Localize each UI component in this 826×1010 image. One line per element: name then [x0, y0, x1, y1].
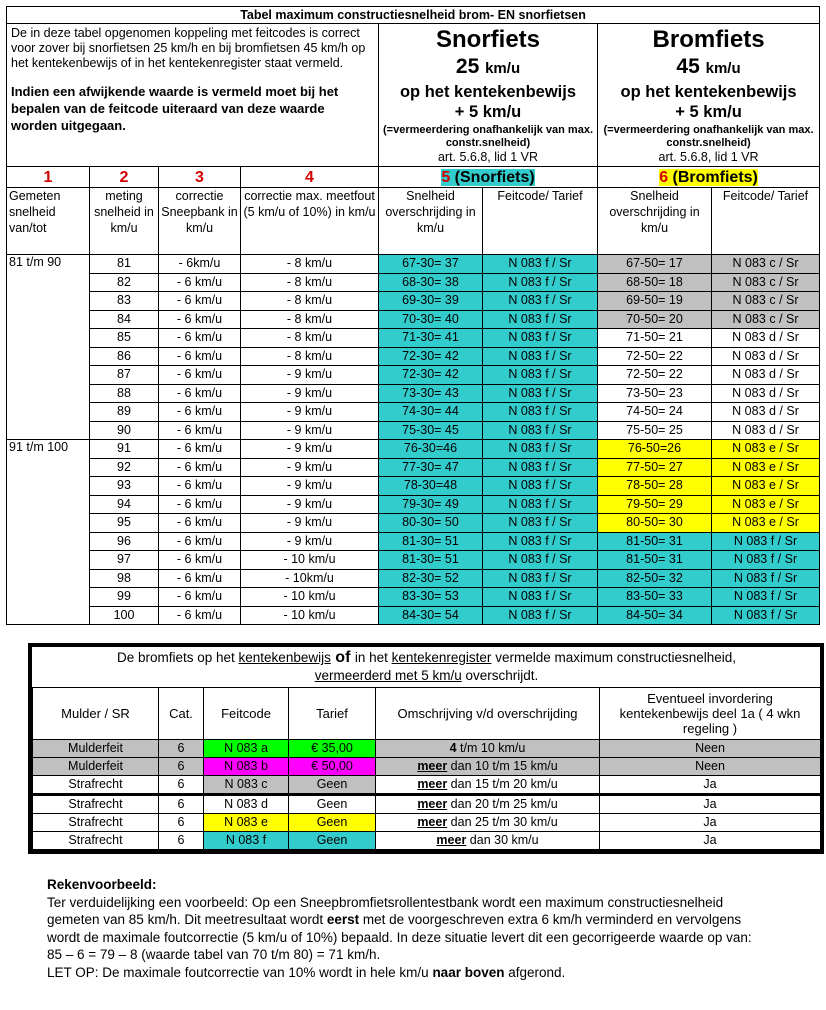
measurement-cell: 86 — [90, 347, 159, 366]
caption-part-f: vermelde maximum constructiesnelheid, — [491, 650, 737, 665]
snor-feitcode-cell: N 083 f / Sr — [483, 403, 598, 422]
measurement-error-cell: - 10km/u — [241, 569, 379, 588]
measurement-error-cell: - 8 km/u — [241, 292, 379, 311]
table-row — [7, 606, 820, 625]
penalty-omschrijving-cell — [376, 758, 600, 776]
bromfiets-name: Bromfiets — [652, 26, 765, 53]
notes-paragraph-1 — [47, 894, 767, 964]
snor-feitcode-cell: N 083 f / Sr — [483, 569, 598, 588]
brom-overspeed-cell: 67-50= 17 — [598, 255, 712, 274]
penalty-row — [33, 776, 821, 795]
penalty-head-feitcode: Feitcode — [204, 688, 289, 740]
table-title: Tabel maximum constructiesnelheid brom- EN snorfietsen — [7, 7, 820, 24]
snor-feitcode-cell: N 083 f / Sr — [483, 329, 598, 348]
measurement-cell: 96 — [90, 532, 159, 551]
notes-paragraph-2 — [47, 964, 767, 982]
omschrijving-lead: meer — [417, 759, 448, 773]
omschrijving-range: dan 30 km/u — [466, 833, 539, 847]
speed-range-group: 91 t/m 100 — [7, 440, 90, 625]
measurement-cell: 92 — [90, 458, 159, 477]
measurement-cell: 94 — [90, 495, 159, 514]
omschrijving-range: t/m 10 km/u — [456, 741, 526, 755]
bromfiets-art: art. 5.6.8, lid 1 VR — [658, 150, 759, 164]
omschrijving-range: dan 10 t/m 15 km/u — [447, 759, 558, 773]
measurement-cell: 98 — [90, 569, 159, 588]
measurement-cell: 90 — [90, 421, 159, 440]
brom-feitcode-cell: N 083 d / Sr — [712, 384, 820, 403]
brom-overspeed-cell: 75-50= 25 — [598, 421, 712, 440]
max-speed-table — [6, 6, 820, 625]
penalty-caption — [33, 647, 821, 688]
notes-p2-text: : De maximale foutcorrectie van 10% wordt in hele km/u — [94, 964, 433, 980]
snor-feitcode-cell: N 083 f / Sr — [483, 440, 598, 459]
brom-overspeed-cell: 82-50= 32 — [598, 569, 712, 588]
table-row — [7, 329, 820, 348]
penalty-type-cell: Strafrecht — [33, 832, 159, 850]
sneepbank-correction-cell: - 6 km/u — [159, 292, 241, 311]
snor-overspeed-cell: 67-30= 37 — [379, 255, 483, 274]
measurement-cell: 89 — [90, 403, 159, 422]
measurement-error-cell: - 8 km/u — [241, 273, 379, 292]
brom-feitcode-cell: N 083 d / Sr — [712, 366, 820, 385]
measurement-cell: 91 — [90, 440, 159, 459]
bromfiets-note: (=vermeerdering onafhankelijk van max. constr.snelheid) — [603, 124, 814, 149]
notes-p1-bold: eerst — [326, 912, 360, 927]
caption-vermeerderd: vermeerderd met 5 km/u — [314, 668, 462, 683]
col-number-6-label: (Bromfiets) — [668, 168, 758, 186]
brom-feitcode-cell: N 083 f / Sr — [712, 551, 820, 570]
col-number-5-digit: 5 — [441, 168, 451, 186]
penalty-feitcode-cell: N 083 c — [204, 776, 289, 795]
penalty-invordering-cell: Ja — [600, 832, 821, 850]
table-row — [7, 551, 820, 570]
snor-overspeed-cell: 70-30= 40 — [379, 310, 483, 329]
brom-overspeed-cell: 70-50= 20 — [598, 310, 712, 329]
table-row — [7, 292, 820, 311]
measurement-cell: 97 — [90, 551, 159, 570]
penalty-type-cell: Strafrecht — [33, 795, 159, 814]
measurement-error-cell: - 9 km/u — [241, 421, 379, 440]
snor-feitcode-cell: N 083 f / Sr — [483, 588, 598, 607]
measurement-error-cell: - 8 km/u — [241, 310, 379, 329]
measurement-error-cell: - 9 km/u — [241, 366, 379, 385]
penalty-omschrijving-cell — [376, 814, 600, 832]
penalty-cat-cell: 6 — [159, 776, 204, 795]
measurement-error-cell: - 9 km/u — [241, 514, 379, 533]
table-row — [7, 588, 820, 607]
table-row — [7, 403, 820, 422]
sneepbank-correction-cell: - 6 km/u — [159, 477, 241, 496]
penalty-cat-cell: 6 — [159, 795, 204, 814]
colhead-measurement: meting snelheid in km/u — [90, 188, 159, 255]
brom-overspeed-cell: 72-50= 22 — [598, 366, 712, 385]
col-number-1: 1 — [7, 167, 90, 188]
sneepbank-correction-cell: - 6 km/u — [159, 495, 241, 514]
table-row — [7, 440, 820, 459]
table-row — [7, 532, 820, 551]
omschrijving-lead: meer — [417, 797, 448, 811]
penalty-invordering-cell: Ja — [600, 795, 821, 814]
brom-feitcode-cell: N 083 f / Sr — [712, 569, 820, 588]
snorfiets-name: Snorfiets — [435, 26, 540, 53]
caption-of: of — [330, 649, 355, 666]
penalty-row — [33, 740, 821, 758]
brom-overspeed-cell: 81-50= 31 — [598, 532, 712, 551]
measurement-cell: 87 — [90, 366, 159, 385]
measurement-cell: 88 — [90, 384, 159, 403]
measurement-cell: 100 — [90, 606, 159, 625]
penalty-type-cell: Strafrecht — [33, 776, 159, 795]
brom-overspeed-cell: 83-50= 33 — [598, 588, 712, 607]
brom-overspeed-cell: 76-50=26 — [598, 440, 712, 459]
penalty-tarief-cell: Geen — [289, 776, 376, 795]
measurement-cell: 83 — [90, 292, 159, 311]
penalty-cat-cell: 6 — [159, 832, 204, 850]
caption-kentekenregister: kentekenregister — [391, 650, 492, 665]
penalty-tarief-cell: Geen — [289, 814, 376, 832]
measurement-error-cell: - 9 km/u — [241, 495, 379, 514]
colhead-measured-speed: Gemeten snelheid van/tot — [7, 188, 90, 255]
brom-feitcode-cell: N 083 e / Sr — [712, 477, 820, 496]
penalty-row — [33, 758, 821, 776]
snor-overspeed-cell: 81-30= 51 — [379, 532, 483, 551]
colhead-brom-overspeed: Snelheid overschrijding in km/u — [598, 188, 712, 255]
brom-feitcode-cell: N 083 d / Sr — [712, 421, 820, 440]
penalty-row — [33, 795, 821, 814]
sneepbank-correction-cell: - 6 km/u — [159, 458, 241, 477]
brom-overspeed-cell: 74-50= 24 — [598, 403, 712, 422]
penalty-row — [33, 832, 821, 850]
caption-part-d: in het — [354, 650, 392, 665]
snor-overspeed-cell: 76-30=46 — [379, 440, 483, 459]
table-row — [7, 310, 820, 329]
snor-overspeed-cell: 84-30= 54 — [379, 606, 483, 625]
caption-part-a: De bromfiets op het — [116, 650, 239, 665]
table-row — [7, 384, 820, 403]
penalty-tarief-cell: Geen — [289, 832, 376, 850]
brom-feitcode-cell: N 083 f / Sr — [712, 588, 820, 607]
penalty-cat-cell: 6 — [159, 740, 204, 758]
snorfiets-unit: km/u — [485, 60, 521, 77]
penalty-feitcode-cell: N 083 a — [204, 740, 289, 758]
snor-overspeed-cell: 75-30= 45 — [379, 421, 483, 440]
colhead-snor-overspeed: Snelheid overschrijding in km/u — [379, 188, 483, 255]
snor-feitcode-cell: N 083 f / Sr — [483, 255, 598, 274]
brom-overspeed-cell: 81-50= 31 — [598, 551, 712, 570]
measurement-error-cell: - 9 km/u — [241, 532, 379, 551]
bromfiets-unit: km/u — [705, 60, 741, 77]
snor-feitcode-cell: N 083 f / Sr — [483, 421, 598, 440]
measurement-error-cell: - 10 km/u — [241, 606, 379, 625]
snor-overspeed-cell: 77-30= 47 — [379, 458, 483, 477]
snor-feitcode-cell: N 083 f / Sr — [483, 532, 598, 551]
intro-bold-text: Indien een afwijkende waarde is vermeld moet bij het bepalen van de feitcode uiteraard van deze waarde worden uitgegaan. — [11, 84, 339, 133]
penalty-type-cell: Mulderfeit — [33, 758, 159, 776]
notes-p2-bold: naar boven — [432, 964, 505, 980]
snor-overspeed-cell: 69-30= 39 — [379, 292, 483, 311]
brom-feitcode-cell: N 083 f / Sr — [712, 606, 820, 625]
table-row — [7, 477, 820, 496]
brom-overspeed-cell: 84-50= 34 — [598, 606, 712, 625]
measurement-error-cell: - 9 km/u — [241, 477, 379, 496]
brom-overspeed-cell: 71-50= 21 — [598, 329, 712, 348]
snorfiets-speed: 25 — [455, 55, 480, 78]
table-row — [7, 421, 820, 440]
omschrijving-range: dan 25 t/m 30 km/u — [447, 815, 558, 829]
brom-feitcode-cell: N 083 c / Sr — [712, 292, 820, 311]
snor-overspeed-cell: 73-30= 43 — [379, 384, 483, 403]
bromfiets-penalty-box — [28, 643, 824, 854]
snor-overspeed-cell: 72-30= 42 — [379, 366, 483, 385]
snor-feitcode-cell: N 083 f / Sr — [483, 273, 598, 292]
table-row — [7, 569, 820, 588]
brom-feitcode-cell: N 083 c / Sr — [712, 310, 820, 329]
measurement-cell: 93 — [90, 477, 159, 496]
snor-overspeed-cell: 82-30= 52 — [379, 569, 483, 588]
intro-text: De in deze tabel opgenomen koppeling met feitcodes is correct voor zover bij snorfietsen 25 km/h en bij bromfietsen 45 km/h op het kentekenbewijs of in het kentekenregister staat vermeld. — [11, 26, 366, 70]
measurement-cell: 95 — [90, 514, 159, 533]
sneepbank-correction-cell: - 6 km/u — [159, 551, 241, 570]
sneepbank-correction-cell: - 6 km/u — [159, 384, 241, 403]
sneepbank-correction-cell: - 6km/u — [159, 255, 241, 274]
brom-feitcode-cell: N 083 e / Sr — [712, 495, 820, 514]
brom-feitcode-cell: N 083 d / Sr — [712, 347, 820, 366]
bromfiets-penalty-table — [32, 647, 821, 850]
penalty-head-omschrijving: Omschrijving v/d overschrijding — [376, 688, 600, 740]
bromfiets-header — [598, 24, 820, 167]
table-row — [7, 495, 820, 514]
brom-feitcode-cell: N 083 e / Sr — [712, 440, 820, 459]
caption-kentekenbewijs: kentekenbewijs — [238, 650, 331, 665]
penalty-omschrijving-cell — [376, 740, 600, 758]
bromfiets-line3: op het kentekenbewijs — [620, 83, 797, 101]
notes-p2-rest: afgerond. — [504, 964, 566, 980]
sneepbank-correction-cell: - 6 km/u — [159, 403, 241, 422]
measurement-error-cell: - 8 km/u — [241, 347, 379, 366]
penalty-cat-cell: 6 — [159, 814, 204, 832]
sneepbank-correction-cell: - 6 km/u — [159, 606, 241, 625]
snor-feitcode-cell: N 083 f / Sr — [483, 458, 598, 477]
snor-overspeed-cell: 78-30=48 — [379, 477, 483, 496]
snor-feitcode-cell: N 083 f / Sr — [483, 310, 598, 329]
brom-overspeed-cell: 78-50= 28 — [598, 477, 712, 496]
omschrijving-lead: meer — [417, 777, 448, 791]
snor-feitcode-cell: N 083 f / Sr — [483, 551, 598, 570]
snor-feitcode-cell: N 083 f / Sr — [483, 292, 598, 311]
caption-part-h: overschrijdt. — [461, 668, 539, 683]
penalty-tarief-cell: Geen — [289, 795, 376, 814]
snor-feitcode-cell: N 083 f / Sr — [483, 495, 598, 514]
sneepbank-correction-cell: - 6 km/u — [159, 310, 241, 329]
penalty-invordering-cell: Neen — [600, 740, 821, 758]
notes-p2-letop: LET OP — [47, 964, 95, 980]
bromfiets-speed: 45 — [676, 55, 700, 78]
table-row — [7, 458, 820, 477]
brom-feitcode-cell: N 083 e / Sr — [712, 458, 820, 477]
penalty-omschrijving-cell — [376, 776, 600, 795]
measurement-error-cell: - 9 km/u — [241, 403, 379, 422]
snorfiets-art: art. 5.6.8, lid 1 VR — [437, 150, 539, 164]
penalty-type-cell: Strafrecht — [33, 814, 159, 832]
omschrijving-range: dan 15 t/m 20 km/u — [447, 777, 558, 791]
measurement-error-cell: - 9 km/u — [241, 440, 379, 459]
bromfiets-speed-line — [602, 54, 815, 82]
brom-feitcode-cell: N 083 e / Sr — [712, 514, 820, 533]
brom-overspeed-cell: 72-50= 22 — [598, 347, 712, 366]
col-number-3: 3 — [159, 167, 241, 188]
omschrijving-lead: meer — [436, 833, 467, 847]
penalty-omschrijving-cell — [376, 832, 600, 850]
measurement-cell: 81 — [90, 255, 159, 274]
omschrijving-lead: meer — [417, 815, 448, 829]
sneepbank-correction-cell: - 6 km/u — [159, 421, 241, 440]
brom-overspeed-cell: 77-50= 27 — [598, 458, 712, 477]
bromfiets-line4: + 5 km/u — [675, 103, 742, 121]
brom-overspeed-cell: 79-50= 29 — [598, 495, 712, 514]
snor-overspeed-cell: 83-30= 53 — [379, 588, 483, 607]
notes-p1-rest: met de voorgeschreven extra 6 km/h verminderd en vervolgens wordt de maximale foutcorrectie (5 km/u of 10%) bepaald. In deze situatie levert dit een gecorrigeerde waarde op van: 85 – 6 = 79 – 8 (waarde tabel van 70 t/m 80) = 71 km/h. — [47, 912, 752, 962]
sneepbank-correction-cell: - 6 km/u — [159, 273, 241, 292]
col-number-4: 4 — [241, 167, 379, 188]
brom-feitcode-cell: N 083 c / Sr — [712, 255, 820, 274]
colhead-snor-feitcode: Feitcode/ Tarief — [483, 188, 598, 255]
snor-overspeed-cell: 74-30= 44 — [379, 403, 483, 422]
measurement-cell: 84 — [90, 310, 159, 329]
snorfiets-line3: op het kentekenbewijs — [399, 83, 577, 101]
measurement-error-cell: - 9 km/u — [241, 384, 379, 403]
col-number-5-label: (Snorfiets) — [450, 168, 535, 186]
col-number-5 — [379, 167, 598, 188]
snor-feitcode-cell: N 083 f / Sr — [483, 384, 598, 403]
measurement-cell: 99 — [90, 588, 159, 607]
sneepbank-correction-cell: - 6 km/u — [159, 569, 241, 588]
snorfiets-speed-line — [383, 54, 593, 82]
penalty-tarief-cell: € 35,00 — [289, 740, 376, 758]
penalty-cat-cell: 6 — [159, 758, 204, 776]
brom-feitcode-cell: N 083 d / Sr — [712, 403, 820, 422]
snor-overspeed-cell: 79-30= 49 — [379, 495, 483, 514]
measurement-error-cell: - 8 km/u — [241, 255, 379, 274]
notes-p1-text: Ter verduidelijking een voorbeeld: Op een Sneepbromfietsrollentestbank wordt een maximum constructiesnelheid gemeten van 85 km/h. Dit meetresultaat wordt — [47, 894, 724, 927]
sneepbank-correction-cell: - 6 km/u — [159, 440, 241, 459]
penalty-feitcode-cell: N 083 e — [204, 814, 289, 832]
penalty-head-mulder-sr: Mulder / SR — [33, 688, 159, 740]
snorfiets-line4: + 5 km/u — [454, 103, 522, 121]
snor-overspeed-cell: 68-30= 38 — [379, 273, 483, 292]
omschrijving-range: dan 20 t/m 25 km/u — [447, 797, 558, 811]
penalty-type-cell: Mulderfeit — [33, 740, 159, 758]
snorfiets-note: (=vermeerdering onafhankelijk van max. constr.snelheid) — [383, 124, 594, 149]
penalty-feitcode-cell: N 083 f — [204, 832, 289, 850]
snor-overspeed-cell: 71-30= 41 — [379, 329, 483, 348]
table-row — [7, 347, 820, 366]
snorfiets-header — [379, 24, 598, 167]
snor-overspeed-cell: 81-30= 51 — [379, 551, 483, 570]
measurement-error-cell: - 8 km/u — [241, 329, 379, 348]
penalty-head-invordering: Eventueel invordering kentekenbewijs deel 1a ( 4 wkn regeling ) — [600, 688, 821, 740]
sneepbank-correction-cell: - 6 km/u — [159, 514, 241, 533]
col-number-2: 2 — [90, 167, 159, 188]
brom-overspeed-cell: 73-50= 23 — [598, 384, 712, 403]
sneepbank-correction-cell: - 6 km/u — [159, 347, 241, 366]
colhead-brom-feitcode: Feitcode/ Tarief — [712, 188, 820, 255]
speed-range-group: 81 t/m 90 — [7, 255, 90, 440]
penalty-row — [33, 814, 821, 832]
penalty-invordering-cell: Neen — [600, 758, 821, 776]
intro-cell — [7, 24, 379, 167]
brom-feitcode-cell: N 083 d / Sr — [712, 329, 820, 348]
measurement-cell: 82 — [90, 273, 159, 292]
colhead-sneepbank-correction: correctie Sneepbank in km/u — [159, 188, 241, 255]
omschrijving-lead: 4 — [449, 741, 457, 755]
notes-title: Rekenvoorbeeld: — [47, 877, 157, 892]
snor-feitcode-cell: N 083 f / Sr — [483, 477, 598, 496]
snor-feitcode-cell: N 083 f / Sr — [483, 514, 598, 533]
sneepbank-correction-cell: - 6 km/u — [159, 366, 241, 385]
snor-feitcode-cell: N 083 f / Sr — [483, 606, 598, 625]
snor-feitcode-cell: N 083 f / Sr — [483, 347, 598, 366]
brom-overspeed-cell: 80-50= 30 — [598, 514, 712, 533]
sneepbank-correction-cell: - 6 km/u — [159, 588, 241, 607]
col-number-6-digit: 6 — [659, 168, 669, 186]
penalty-feitcode-cell: N 083 d — [204, 795, 289, 814]
colhead-max-measurement-error: correctie max. meetfout (5 km/u of 10%) in km/u — [241, 188, 379, 255]
snor-overspeed-cell: 80-30= 50 — [379, 514, 483, 533]
snor-overspeed-cell: 72-30= 42 — [379, 347, 483, 366]
penalty-feitcode-cell: N 083 b — [204, 758, 289, 776]
snor-feitcode-cell: N 083 f / Sr — [483, 366, 598, 385]
brom-overspeed-cell: 69-50= 19 — [598, 292, 712, 311]
penalty-invordering-cell: Ja — [600, 776, 821, 795]
table-row — [7, 273, 820, 292]
measurement-error-cell: - 10 km/u — [241, 551, 379, 570]
penalty-omschrijving-cell — [376, 795, 600, 814]
brom-feitcode-cell: N 083 c / Sr — [712, 273, 820, 292]
calculation-example — [47, 876, 767, 981]
brom-feitcode-cell: N 083 f / Sr — [712, 532, 820, 551]
table-row — [7, 255, 820, 274]
sneepbank-correction-cell: - 6 km/u — [159, 329, 241, 348]
measurement-error-cell: - 9 km/u — [241, 458, 379, 477]
penalty-tarief-cell: € 50,00 — [289, 758, 376, 776]
penalty-head-tarief: Tarief — [289, 688, 376, 740]
penalty-invordering-cell: Ja — [600, 814, 821, 832]
table-row — [7, 514, 820, 533]
measurement-cell: 85 — [90, 329, 159, 348]
penalty-head-cat: Cat. — [159, 688, 204, 740]
brom-overspeed-cell: 68-50= 18 — [598, 273, 712, 292]
col-number-6 — [598, 167, 820, 188]
sneepbank-correction-cell: - 6 km/u — [159, 532, 241, 551]
measurement-error-cell: - 10 km/u — [241, 588, 379, 607]
table-row — [7, 366, 820, 385]
